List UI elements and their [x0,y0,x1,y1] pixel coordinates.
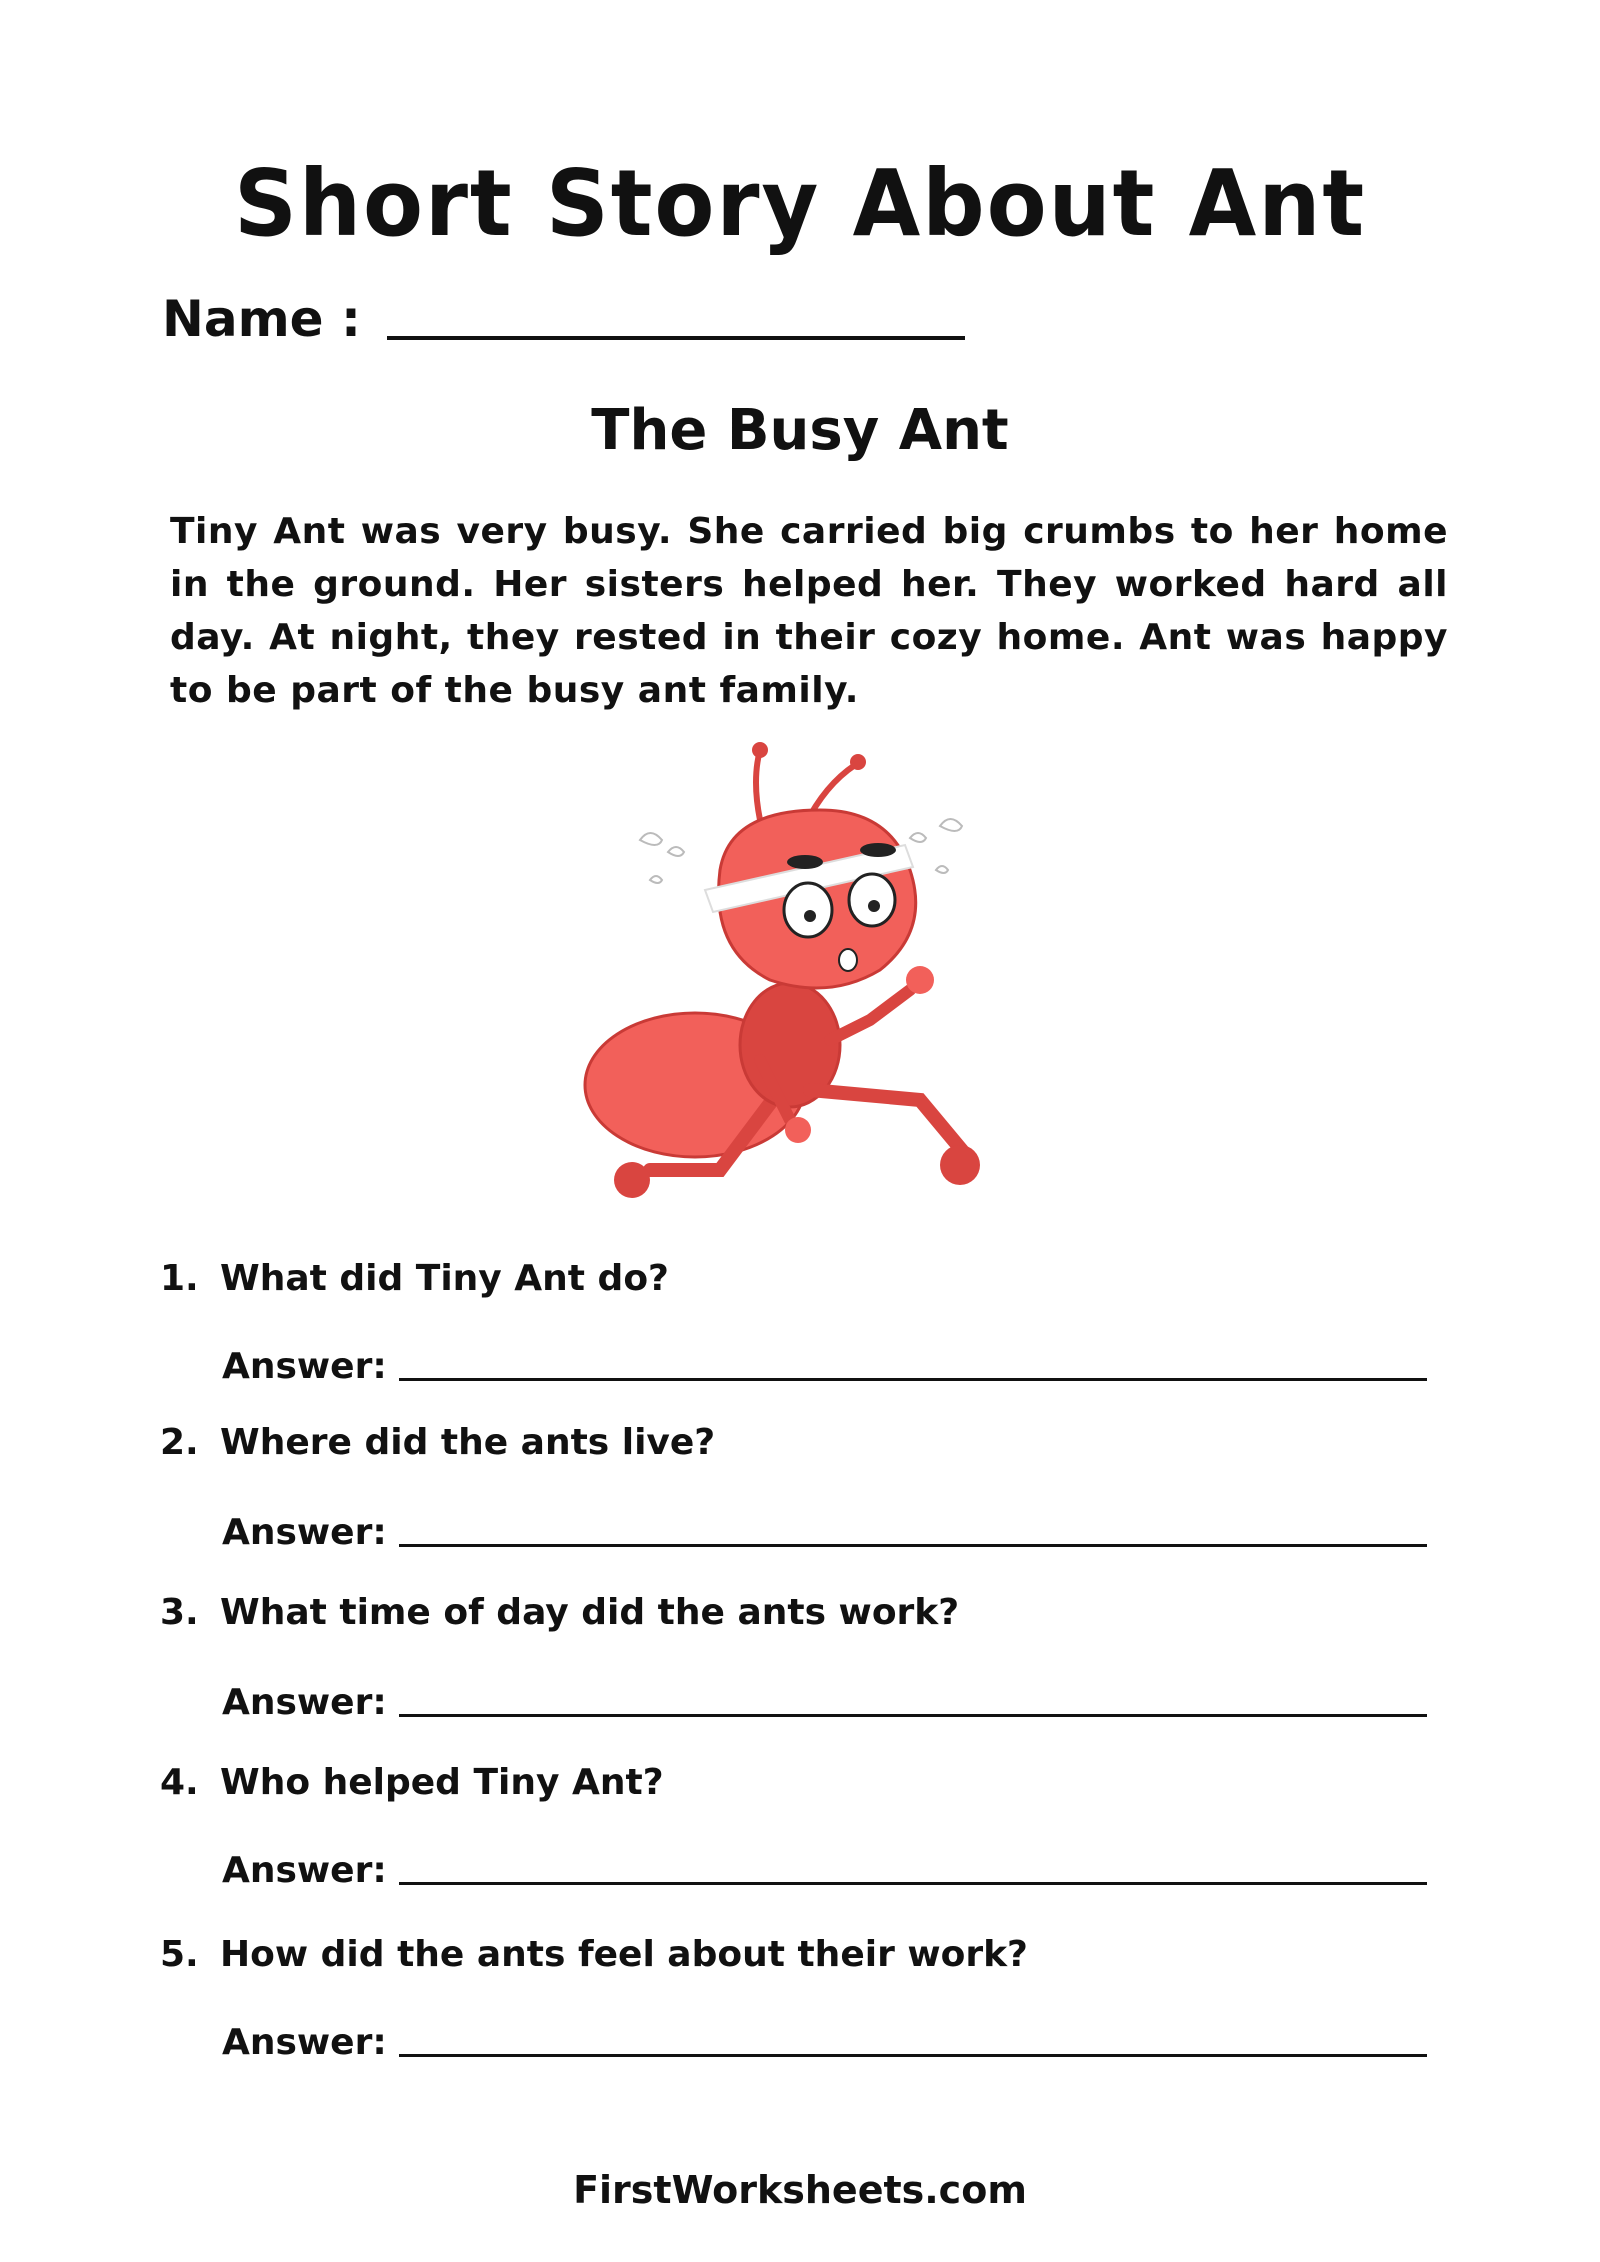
question-text: Who helped Tiny Ant? [220,1762,664,1803]
name-input-line[interactable] [387,336,965,340]
answer-row-2 [222,1512,1427,1553]
answer-row-5 [222,2022,1427,2063]
question-number: 5. [160,1934,199,1975]
answer-row-3 [222,1682,1427,1723]
name-row [162,290,965,348]
footer-site-link[interactable]: FirstWorksheets.com [573,2168,1027,2212]
ant-illustration [580,740,1020,1220]
question-5 [160,1934,1028,1975]
answer-label: Answer: [222,1346,387,1387]
question-number: 1. [160,1258,199,1299]
question-number: 2. [160,1422,199,1463]
question-2 [160,1422,715,1463]
question-text: What time of day did the ants work? [220,1592,960,1633]
name-label: Name : [162,290,361,348]
story-title: The Busy Ant [591,398,1009,463]
story-paragraph: Tiny Ant was very busy. She carried big crumbs to her home in the ground. Her sisters helped her. They worked hard all day. At night, they rested in their cozy home. Ant was happy to be part of the busy ant family. [170,511,1448,711]
answer-line[interactable] [399,1714,1427,1717]
answer-line[interactable] [399,1378,1427,1381]
answer-row-4 [222,1850,1427,1891]
answer-label: Answer: [222,2022,387,2063]
worksheet-title: Short Story About Ant [233,150,1367,257]
answer-label: Answer: [222,1850,387,1891]
answer-label: Answer: [222,1512,387,1553]
question-1 [160,1258,669,1299]
answer-line[interactable] [399,1882,1427,1885]
question-text: What did Tiny Ant do? [220,1258,669,1299]
answer-line[interactable] [399,2054,1427,2057]
answer-label: Answer: [222,1682,387,1723]
question-text: Where did the ants live? [220,1422,716,1463]
question-number: 4. [160,1762,199,1803]
question-number: 3. [160,1592,199,1633]
question-3 [160,1592,959,1633]
answer-row-1 [222,1346,1427,1387]
question-text: How did the ants feel about their work? [220,1934,1028,1975]
question-4 [160,1762,664,1803]
answer-line[interactable] [399,1544,1427,1547]
